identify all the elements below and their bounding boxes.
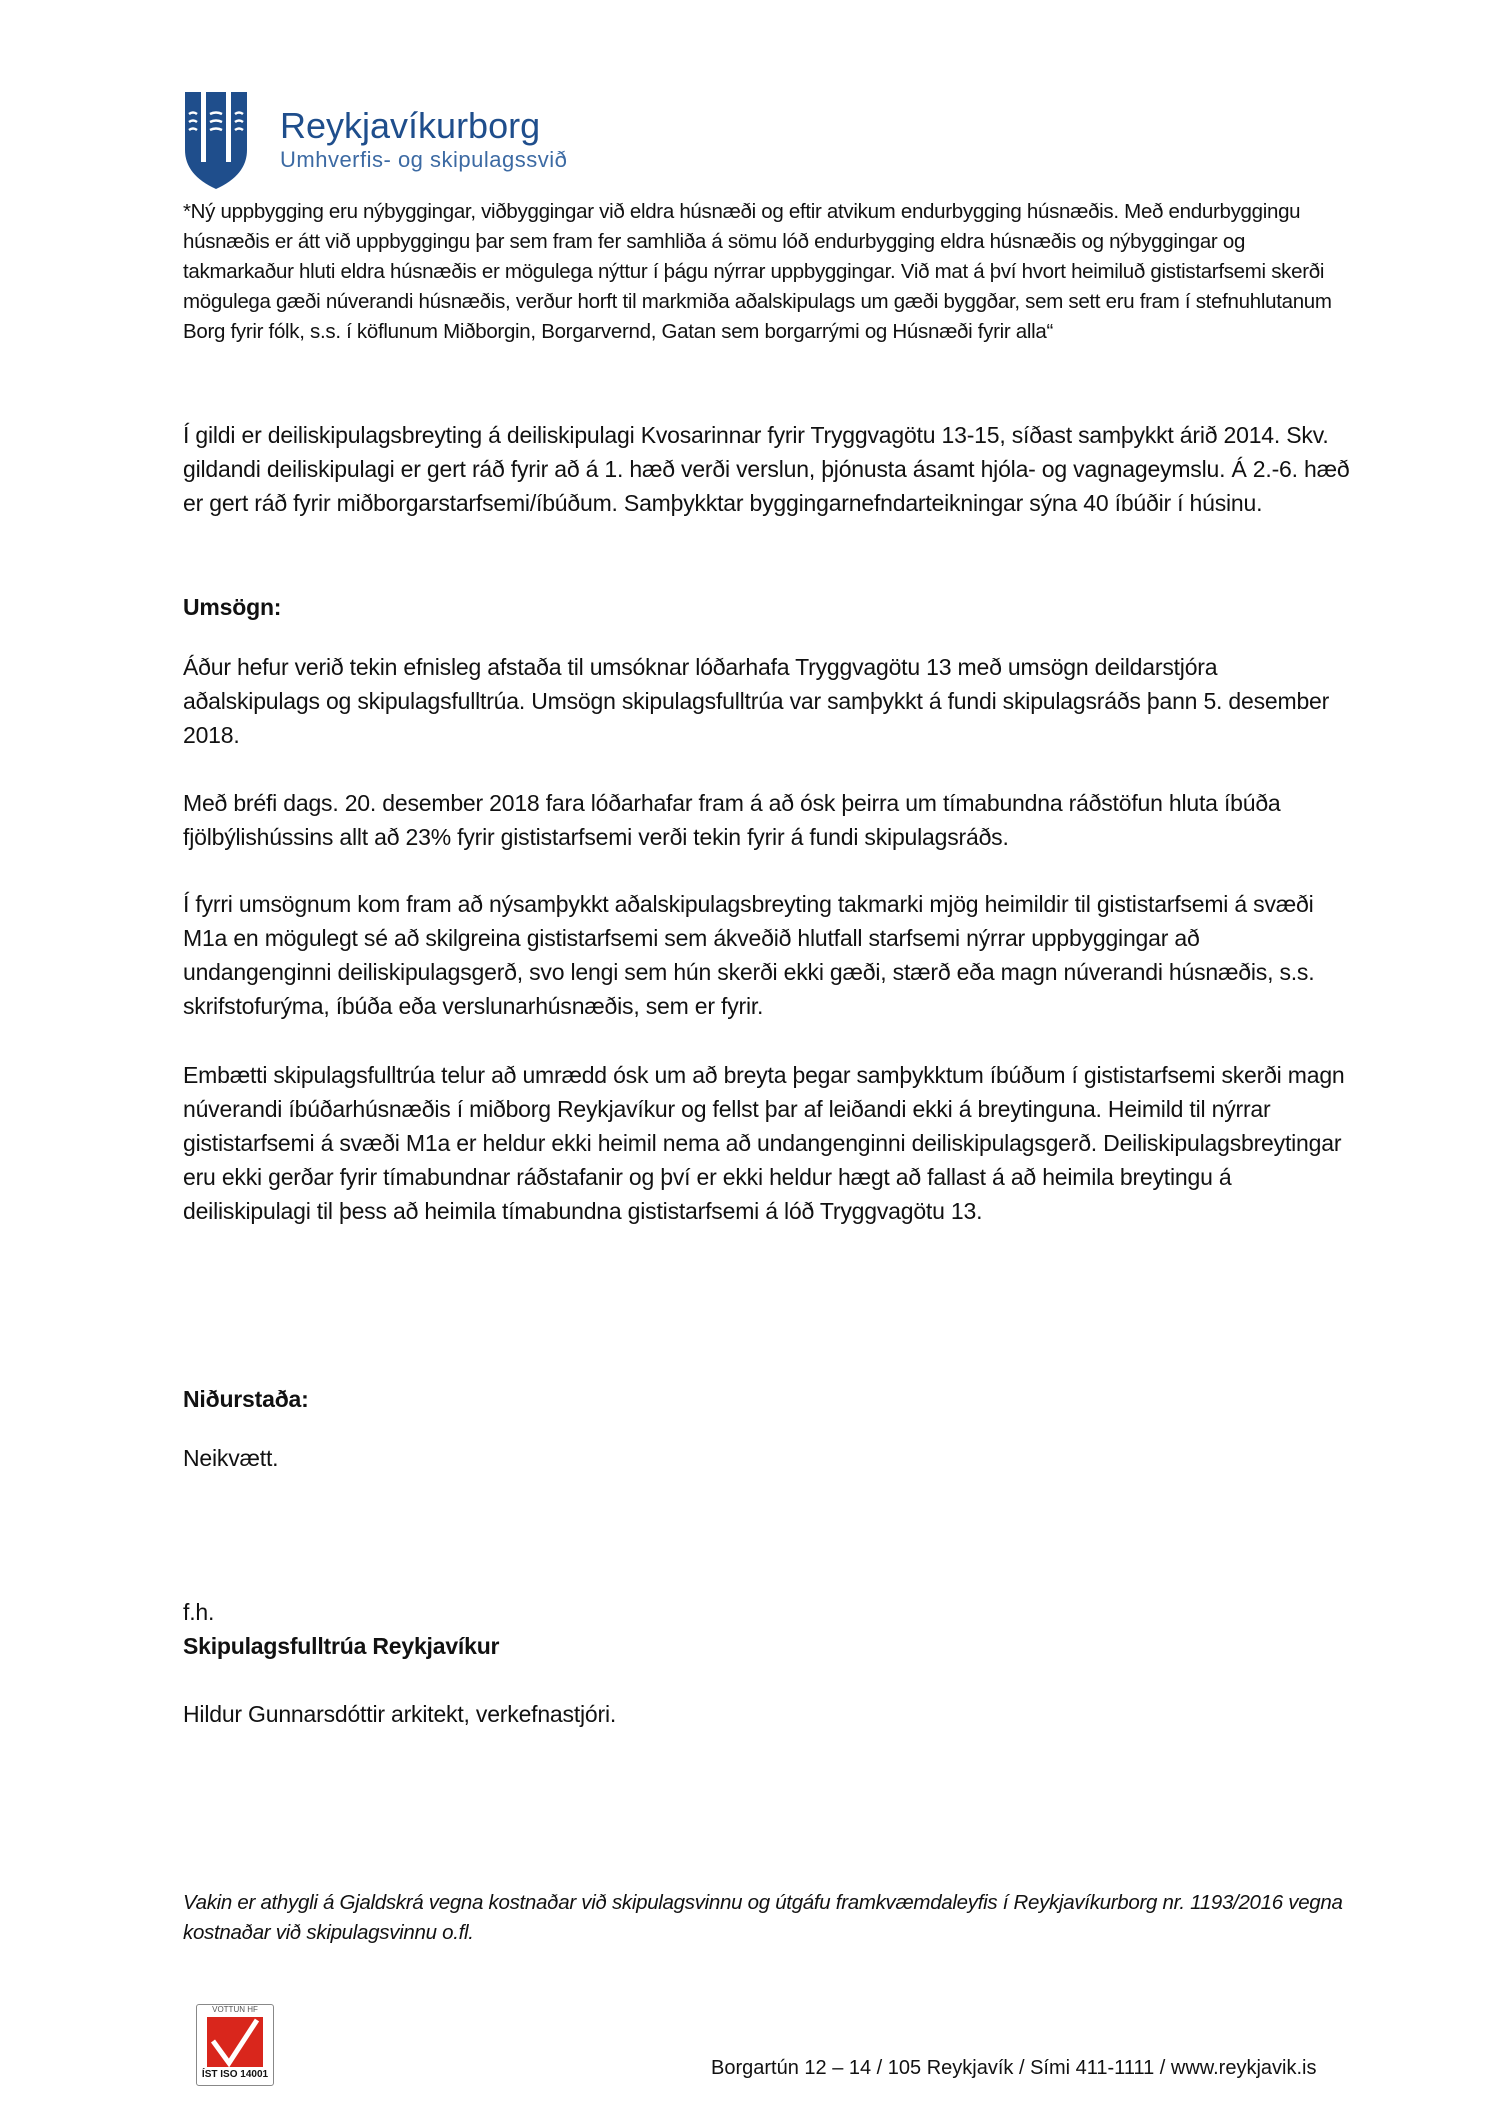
reykjavik-coat-of-arms-logo bbox=[183, 90, 249, 190]
umsogn-paragraph: Í fyrri umsögnum kom fram að nýsamþykkt aðalskipulagsbreyting takmarki mjög heimildir til gististarfsemi á svæði M1a en mögulegt sé að skilgreina gististarfsemi sem ákveðið hlutfall starfsemi nýrrar uppbyggingar að undangenginni deiliskipulagsgerð, svo lengi sem hún skerði ekki gæði, stærð eða magn núverandi húsnæðis, s.s. skrifstofurýma, íbúða eða verslunarhúsnæðis, sem er fyrir. bbox=[183, 891, 1315, 1019]
fee-notice: Vakin er athygli á Gjaldskrá vegna kostnaðar við skipulagsvinnu og útgáfu framkvæmdaleyfis í Reykjavíkurborg nr. 1193/2016 vegna kostnaðar við skipulagsvinnu o.fl. bbox=[183, 1891, 1343, 1944]
brand-name: Reykjavíkurborg bbox=[280, 105, 541, 146]
signature-fh: f.h. bbox=[183, 1599, 215, 1625]
department-name: Umhverfis- og skipulagssvið bbox=[280, 147, 568, 172]
cert-top-text: VOTTUN HF bbox=[212, 2005, 258, 2014]
nidurstada-heading: Niðurstaða: bbox=[183, 1386, 309, 1412]
umsogn-paragraph: Með bréfi dags. 20. desember 2018 fara lóðarhafar fram á að ósk þeirra um tímabundna ráðstöfun hluta íbúða fjölbýlishússins allt að 23% fyrir gististarfsemi verði tekin fyrir á fundi skipulagsráðs. bbox=[183, 790, 1281, 850]
signature-office: Skipulagsfulltrúa Reykjavíkur bbox=[183, 1633, 500, 1659]
brand-header bbox=[280, 106, 567, 174]
nidurstada-text: Neikvætt. bbox=[183, 1445, 279, 1471]
umsogn-paragraph: Áður hefur verið tekin efnisleg afstaða til umsóknar lóðarhafa Tryggvagötu 13 með umsögn deildarstjóra aðalskipulags og skipulagsfulltrúa. Umsögn skipulagsfulltrúa var samþykkt á fundi skipulagsráðs þann 5. desember 2018. bbox=[183, 654, 1330, 748]
intro-paragraph: Í gildi er deiliskipulagsbreyting á deiliskipulagi Kvosarinnar fyrir Tryggvagötu 13-15, síðast samþykkt árið 2014. Skv. gildandi deiliskipulagi er gert ráð fyrir að á 1. hæð verði verslun, þjónusta ásamt hjóla- og vagnageymslu. Á 2.-6. hæð er gert ráð fyrir miðborgarstarfsemi/íbúðum. Samþykktar byggingarnefndarteikningar sýna 40 íbúðir í húsinu. bbox=[183, 422, 1350, 516]
checkmark-icon bbox=[207, 2017, 263, 2067]
umsogn-paragraph: Embætti skipulagsfulltrúa telur að umrædd ósk um að breyta þegar samþykktum íbúðum í gististarfsemi skerði magn núverandi íbúðarhúsnæðis í miðborg Reykjavíkur og fellst þar af leiðandi ekki á breytinguna. Heimild til nýrrar gististarfsemi á svæði M1a er heldur ekki heimil nema að undangenginni deiliskipulagsgerð. Deiliskipulagsbreytingar eru ekki gerðar fyrir tímabundnar ráðstafanir og því er ekki heldur hægt að fallast á að heimila breytingu á deiliskipulagi til þess að heimila tímabundna gististarfsemi á lóð Tryggvagötu 13. bbox=[183, 1062, 1345, 1224]
iso-14001-certification-logo bbox=[196, 2004, 274, 2086]
umsogn-heading: Umsögn: bbox=[183, 594, 282, 620]
footer-address: Borgartún 12 – 14 / 105 Reykjavík / Sími 411-1111 / www.reykjavik.is bbox=[711, 2057, 1317, 2079]
signature-name: Hildur Gunnarsdóttir arkitekt, verkefnastjóri. bbox=[183, 1701, 617, 1727]
cert-bottom-text: ÍST ISO 14001 bbox=[201, 2069, 269, 2080]
footnote: *Ný uppbygging eru nýbyggingar, viðbyggingar við eldra húsnæði og eftir atvikum endurbygging húsnæðis. Með endurbyggingu húsnæðis er átt við uppbyggingu þar sem fram fer samhliða á sömu lóð endurbygging eldra húsnæðis og nýbyggingar og takmarkaður hluti eldra húsnæðis er mögulega nýttur í þágu nýrrar uppbyggingar. Við mat á því hvort heimiluð gististarfsemi skerði mögulega gæði núverandi húsnæðis, verður horft til markmiða aðalskipulags um gæði byggðar, sem sett eru fram í stefnuhlutanum Borg fyrir fólk, s.s. í köflunum Miðborgin, Borgarvernd, Gatan sem borgarrými og Húsnæði fyrir alla“ bbox=[183, 200, 1332, 343]
